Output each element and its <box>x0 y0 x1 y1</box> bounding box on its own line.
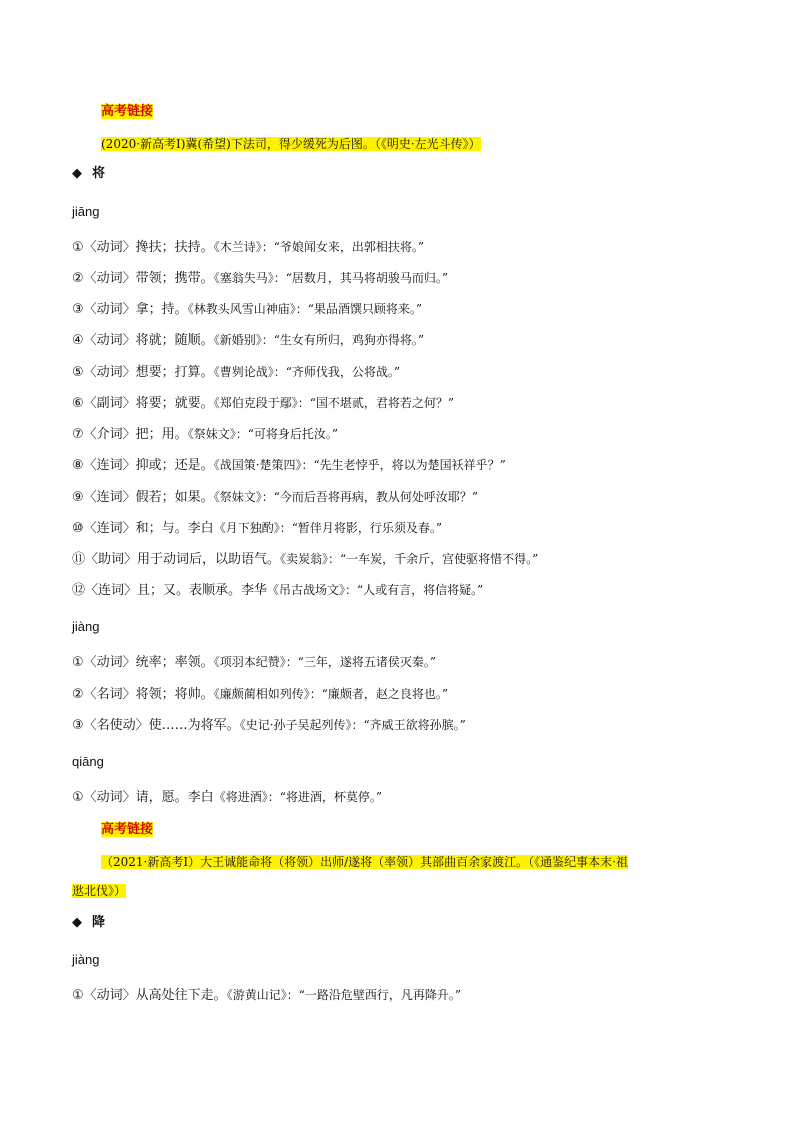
entry-3 <box>72 299 422 320</box>
entry-meaning: 将就；随顺。 <box>135 333 214 348</box>
pinyin-jiang-1: jiāng <box>72 204 100 219</box>
gaokao-example-text: (2020·新高考I)冀(希望)下法司，得少缓死为后图。（《明史·左光斗传》） <box>101 137 481 151</box>
entry-meaning: 统率；率领。 <box>135 655 214 670</box>
entry-meaning: 把；用。 <box>135 427 188 442</box>
entry-meaning: 拿；持。 <box>135 302 188 317</box>
entry-source: 《史记·孙子吴起列传》：“齐威王欲将孙膑。” <box>239 718 466 732</box>
gaokao-example-2-line2 <box>72 881 126 901</box>
entry-11 <box>72 549 538 570</box>
entry-meaning: 且；又。表顺承。李华 <box>137 583 268 598</box>
entry-number: ⑤ <box>72 365 84 380</box>
entry-pos: 〈连词〉 <box>85 583 138 598</box>
entry-meaning: 假若；如果。 <box>135 490 214 505</box>
gaokao-link-text: 高考链接 <box>101 104 154 119</box>
entry-meaning: 想要；打算。 <box>135 365 214 380</box>
entry-pos: 〈介词〉 <box>83 427 136 442</box>
entry-pos: 〈连词〉 <box>83 458 136 473</box>
entry-number: ⑨ <box>72 490 84 505</box>
entry-number: ③ <box>72 718 84 733</box>
entry-number: ⑫ <box>72 583 86 598</box>
entry-source: 《木兰诗》：“爷娘闻女来，出郭相扶将。” <box>213 240 424 254</box>
entry-source: 《卖炭翁》：“一车炭，千余斤，宫使驱将惜不得。” <box>280 552 539 566</box>
entry-meaning: 将要；就要。 <box>135 396 214 411</box>
entry-meaning: 请，愿。李白 <box>135 790 214 805</box>
entry-pos: 〈连词〉 <box>83 490 136 505</box>
entry-1 <box>72 652 436 673</box>
entry-6 <box>72 393 454 414</box>
headword-jiang <box>72 164 105 184</box>
entry-pos: 〈动词〉 <box>83 333 136 348</box>
entry-source: 《塞翁失马》：“居数月，其马将胡骏马而归。” <box>213 271 448 285</box>
entry-number: ⑦ <box>72 427 84 442</box>
entry-8 <box>72 455 506 476</box>
entry-number: ⑩ <box>72 521 84 536</box>
entry-source: 《将进酒》：“将进酒，杯莫停。” <box>213 790 382 804</box>
entry-number: ① <box>72 240 84 255</box>
entry-number: ⑪ <box>72 552 86 567</box>
entry-10 <box>72 518 442 539</box>
entry-7 <box>72 424 338 445</box>
gaokao-example-2-line1 <box>101 852 628 872</box>
entry-meaning: 用于动词后，以助语气。 <box>137 552 281 567</box>
entry-source: 《游黄山记》：“一路沿危壁西行，凡再降升。” <box>226 988 461 1002</box>
entry-2 <box>72 268 448 289</box>
pinyin-jiang-descend: jiàng <box>72 952 100 967</box>
entry-meaning: 抑或；还是。 <box>135 458 214 473</box>
entry-12 <box>72 580 483 601</box>
entry-number: ① <box>72 988 84 1003</box>
entry-source: 《新婚别》：“生女有所归，鸡狗亦得将。” <box>213 333 424 347</box>
entry-source: 《曹刿论战》：“齐师伐我，公将战。” <box>213 365 400 379</box>
entry-source: 《月下独酌》：“暂伴月将影，行乐须及春。” <box>213 521 442 535</box>
pinyin-qiang: qiāng <box>72 754 104 769</box>
entry-1 <box>72 237 424 258</box>
entry-pos: 〈动词〉 <box>83 988 136 1003</box>
headword-jiang-descend <box>72 913 105 933</box>
entry-number: ⑥ <box>72 396 84 411</box>
entry-source: 《战国策·楚策四》：“先生老悖乎，将以为楚国袄祥乎？” <box>213 458 506 472</box>
gaokao-link-label-2 <box>101 820 153 840</box>
entry-number: ① <box>72 790 84 805</box>
entry-pos: 〈连词〉 <box>83 521 136 536</box>
entry-source: 《廉颇蔺相如列传》：“廉颇者，赵之良将也。” <box>213 687 448 701</box>
entry-source: 《祭妹文》：“今而后吾将再病，教从何处呼汝耶？” <box>213 490 478 504</box>
gaokao-example-1 <box>101 134 481 154</box>
entry-pos: 〈助词〉 <box>85 552 138 567</box>
entry-pos: 〈动词〉 <box>83 302 136 317</box>
headword-char: 将 <box>92 166 106 181</box>
entry-pos: 〈动词〉 <box>83 365 136 380</box>
entry-number: ② <box>72 687 84 702</box>
entry-1 <box>72 787 382 808</box>
entry-3 <box>72 715 466 736</box>
gaokao-example-text: （2021·新高考I）大王诚能命将（将领）出师/遂将（率领）其部曲百余家渡江。（《通鉴纪事本末·祖 <box>101 855 628 869</box>
entry-pos: 〈动词〉 <box>83 240 136 255</box>
entry-meaning: 使……为将军。 <box>148 718 240 733</box>
entry-meaning: 搀扶；扶持。 <box>135 240 214 255</box>
entry-pos: 〈名使动〉 <box>83 718 149 733</box>
entry-number: ④ <box>72 333 84 348</box>
entry-source: 《郑伯克段于鄢》：“国不堪贰，君将若之何？” <box>213 396 454 410</box>
entry-9 <box>72 487 478 508</box>
entry-meaning: 从高处往下走。 <box>135 988 227 1003</box>
headword-char: 降 <box>92 915 106 930</box>
diamond-bullet-icon: ◆ <box>72 915 82 930</box>
entry-number: ③ <box>72 302 84 317</box>
entry-source: 《林教头风雪山神庙》：“果品酒馔只顾将来。” <box>187 302 422 316</box>
entry-pos: 〈动词〉 <box>83 655 136 670</box>
entry-5 <box>72 362 400 383</box>
entry-pos: 〈副词〉 <box>83 396 136 411</box>
pinyin-jiang-2: jiàng <box>72 619 100 634</box>
entry-pos: 〈动词〉 <box>83 790 136 805</box>
entry-number: ② <box>72 271 84 286</box>
entry-1 <box>72 985 461 1006</box>
entry-2 <box>72 684 448 705</box>
diamond-bullet-icon: ◆ <box>72 166 82 181</box>
gaokao-link-text: 高考链接 <box>101 822 154 837</box>
entry-4 <box>72 330 424 351</box>
entry-pos: 〈名词〉 <box>83 687 136 702</box>
entry-pos: 〈动词〉 <box>83 271 136 286</box>
entry-number: ⑧ <box>72 458 84 473</box>
entry-meaning: 带领；携带。 <box>135 271 214 286</box>
entry-number: ① <box>72 655 84 670</box>
gaokao-link-label-1 <box>101 102 153 122</box>
entry-source: 《吊古战场文》：“人或有言，将信将疑。” <box>267 583 484 597</box>
gaokao-example-text: 逖北伐》） <box>72 884 127 898</box>
entry-meaning: 将领；将帅。 <box>135 687 214 702</box>
entry-source: 《祭妹文》：“可将身后托汝。” <box>187 427 338 441</box>
entry-source: 《项羽本纪赞》：“三年，遂将五诸侯灭秦。” <box>213 655 436 669</box>
entry-meaning: 和；与。李白 <box>135 521 214 536</box>
